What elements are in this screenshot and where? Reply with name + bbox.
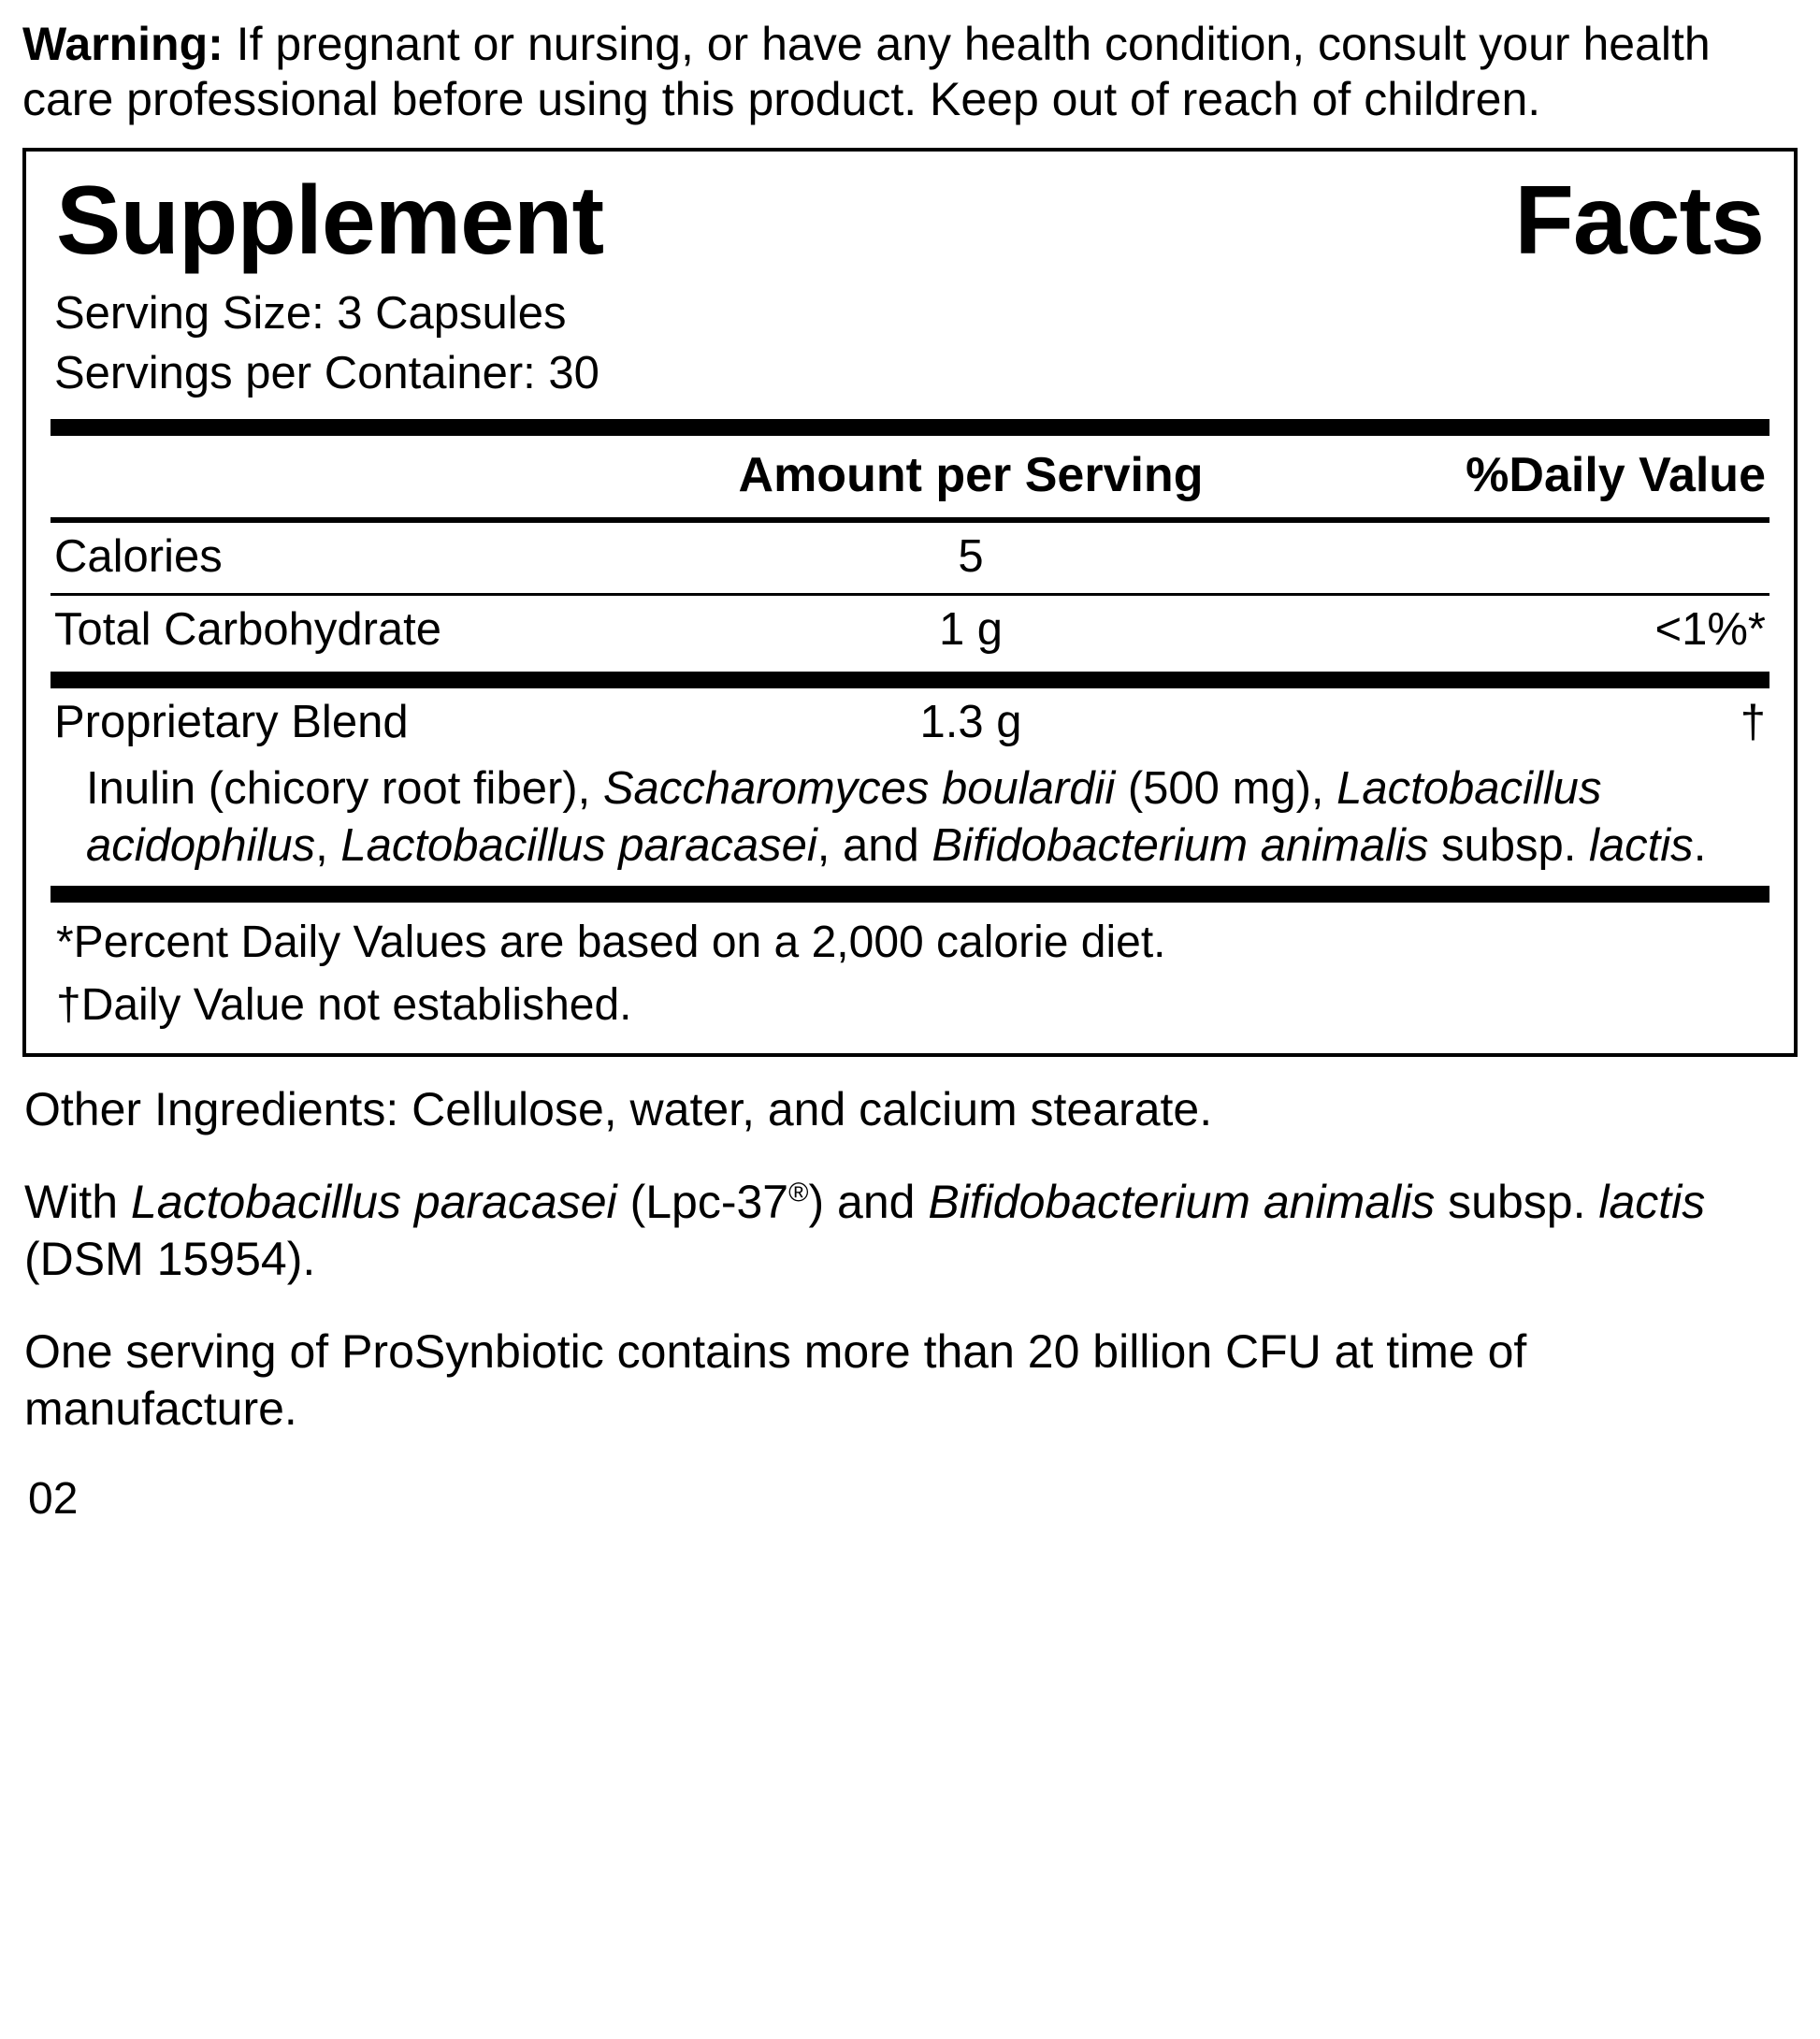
footnotes xyxy=(51,903,1769,1036)
strain-text-2: (Lpc-37 xyxy=(616,1175,789,1228)
blend-text-1: Inulin (chicory root fiber), xyxy=(86,762,603,814)
row-name-calories: Calories xyxy=(54,531,223,583)
row-amount-proprietary-blend: 1.3 g xyxy=(919,696,1022,747)
blend-italic-3: Lactobacillus paracasei xyxy=(340,819,817,871)
row-dv-total-carbohydrate: <1%* xyxy=(1654,604,1766,656)
proprietary-blend-description xyxy=(51,759,1769,885)
blend-italic-2: Lactobacillus acidophilus xyxy=(86,762,1602,871)
strain-italic-2: Bifidobacterium animalis xyxy=(928,1175,1436,1228)
servings-per-container: Servings per Container: 30 xyxy=(54,348,599,399)
footnote-daily-value-basis: *Percent Daily Values are based on a 2,000 calorie diet. xyxy=(56,918,1166,968)
cfu-note: One serving of ProSynbiotic contains more than 20 billion CFU at time of manufacture. xyxy=(24,1324,1527,1435)
strain-text-3: ) and xyxy=(808,1175,929,1228)
warning-text: If pregnant or nursing, or have any health condition, consult your health care professional before using this product. Keep out of reach of children. xyxy=(22,18,1711,125)
strain-italic-3: lactis xyxy=(1598,1175,1706,1228)
below-panel-notes xyxy=(24,1081,1796,1525)
page-code: 02 xyxy=(28,1473,79,1524)
blend-text-5: subsp. xyxy=(1428,819,1590,871)
supplement-facts-panel xyxy=(22,148,1798,1057)
blend-text-2: (500 mg), xyxy=(1115,762,1337,814)
strain-text-1: With xyxy=(24,1175,131,1228)
divider-thick-bottom xyxy=(51,886,1769,903)
row-name-total-carbohydrate: Total Carbohydrate xyxy=(54,604,442,656)
blend-italic-5: lactis xyxy=(1589,819,1694,871)
header-amount-per-serving: Amount per Serving xyxy=(738,447,1204,502)
warning-label: Warning: xyxy=(22,18,224,70)
divider-thick-top xyxy=(51,419,1769,436)
supplement-facts-title xyxy=(56,166,1764,275)
other-ingredients: Other Ingredients: Cellulose, water, and calcium stearate. xyxy=(24,1082,1213,1135)
row-amount-total-carbohydrate: 1 g xyxy=(938,604,1004,656)
registered-trademark-icon: ® xyxy=(788,1178,809,1208)
supplement-facts-title-right: Facts xyxy=(1514,166,1764,275)
strain-details xyxy=(24,1174,1796,1288)
table-row xyxy=(51,523,1769,593)
row-dv-proprietary-blend: † xyxy=(1740,696,1766,747)
footnote-dv-not-established: †Daily Value not established. xyxy=(56,979,632,1030)
strain-text-5: (DSM 15954). xyxy=(24,1232,316,1285)
blend-text-3: , xyxy=(315,819,341,871)
row-amount-calories: 5 xyxy=(958,531,984,583)
divider-thick-mid xyxy=(51,672,1769,688)
warning-paragraph xyxy=(22,17,1799,127)
table-header-row xyxy=(51,436,1769,517)
strain-text-4: subsp. xyxy=(1435,1175,1599,1228)
blend-text-6: . xyxy=(1693,819,1707,871)
table-row xyxy=(51,596,1769,666)
header-daily-value: %Daily Value xyxy=(1466,447,1766,502)
serving-size: Serving Size: 3 Capsules xyxy=(54,288,567,340)
row-name-proprietary-blend: Proprietary Blend xyxy=(54,696,409,747)
blend-text-4: , and xyxy=(816,819,932,871)
strain-italic-1: Lactobacillus paracasei xyxy=(130,1175,617,1228)
table-row-proprietary-blend xyxy=(51,688,1769,759)
blend-italic-1: Saccharomyces boulardii xyxy=(602,762,1116,814)
supplement-facts-title-left: Supplement xyxy=(56,166,604,275)
blend-italic-4: Bifidobacterium animalis xyxy=(932,819,1429,871)
